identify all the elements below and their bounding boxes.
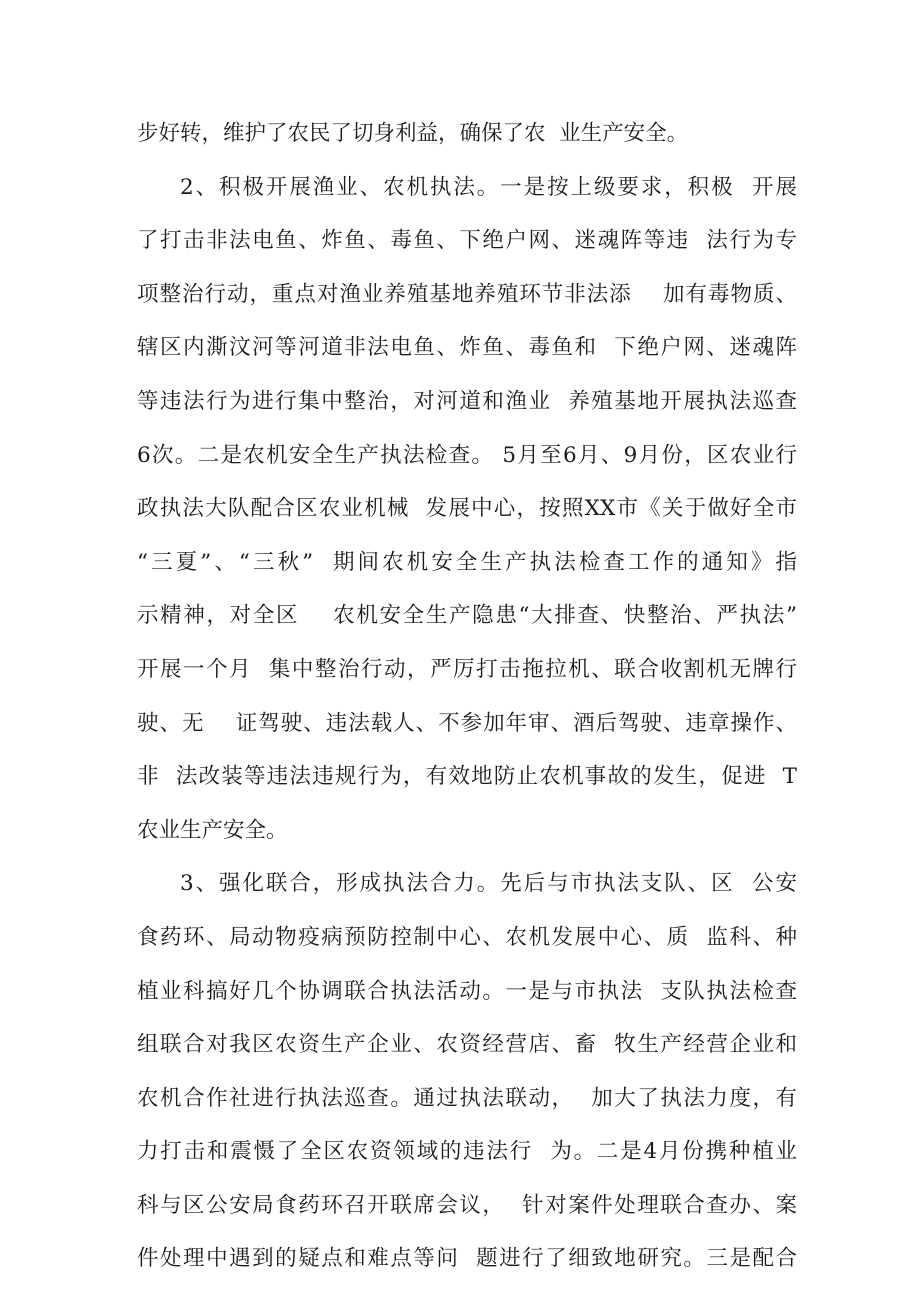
text-line: 辖区内澌汶河等河道非法电鱼、炸鱼、毒鱼和 下绝户网、迷魂阵 xyxy=(137,335,797,361)
paragraph-3 xyxy=(137,857,797,1286)
paragraph-first-line: 3、强化联合，形成执法合力。先后与市执法支队、区 公安 xyxy=(180,871,797,897)
paragraph-last-line: 农业生产安全。 xyxy=(137,817,288,843)
paragraph-intro xyxy=(137,107,797,161)
text-line: 食药环、局动物疫病预防控制中心、农机发展中心、质 监科、种 xyxy=(137,924,797,950)
text-line: 组联合对我区农资生产企业、农资经营店、畜 牧生产经营企业和 xyxy=(137,1032,797,1058)
text-line: 非 法改装等违法违规行为，有效地防止农机事故的发生，促进 T xyxy=(137,764,797,790)
text-line: 开展一个月 集中整治行动，严厉打击拖拉机、联合收割机无牌行 xyxy=(137,656,797,682)
text-line: 力打击和震慑了全区农资领域的违法行 为。二是4月份携种植业 xyxy=(137,1139,797,1165)
text-line: 农机合作社进行执法巡查。通过执法联动， 加大了执法力度，有 xyxy=(137,1085,797,1111)
text-line: 了打击非法电鱼、炸鱼、毒鱼、下绝户网、迷魂阵等违 法行为专 xyxy=(137,228,797,254)
text-line: 政执法大队配合区农业机械 发展中心，按照XX市《关于做好全市 xyxy=(137,496,797,522)
text-line: 步好转，维护了农民了切身利益，确保了农 业生产安全。 xyxy=(137,121,689,146)
text-line: 等违法行为进行集中整治，对河道和渔业 养殖基地开展执法巡查 xyxy=(137,388,797,414)
text-line: 植业科搞好几个协调联合执法活动。一是与市执法 支队执法检查 xyxy=(137,978,797,1004)
paragraph-2 xyxy=(137,161,797,858)
text-line: “三夏”、“三秋” 期间农机安全生产执法检查工作的通知》指 xyxy=(137,549,797,575)
text-line: 驶、无 证驾驶、违法载人、不参加年审、酒后驾驶、违章操作、 xyxy=(137,710,797,736)
body-text xyxy=(137,107,797,1286)
text-line: 6次。二是农机安全生产执法检查。 5月至6月、9月份，区农业行 xyxy=(137,442,797,468)
paragraph-first-line: 2、积极开展渔业、农机执法。一是按上级要求，积极 开展 xyxy=(180,174,797,200)
text-line: 示精神，对全区 农机安全生产隐患“大排查、快整治、严执法” xyxy=(137,603,797,629)
text-line: 科与区公安局食药环召开联席会议， 针对案件处理联合查办、案 xyxy=(137,1192,797,1218)
text-line: 件处理中遇到的疑点和难点等问 题进行了细致地研究。三是配合 xyxy=(137,1246,797,1272)
text-line: 项整治行动，重点对渔业养殖基地养殖环节非法添 加有毒物质、 xyxy=(137,281,797,307)
